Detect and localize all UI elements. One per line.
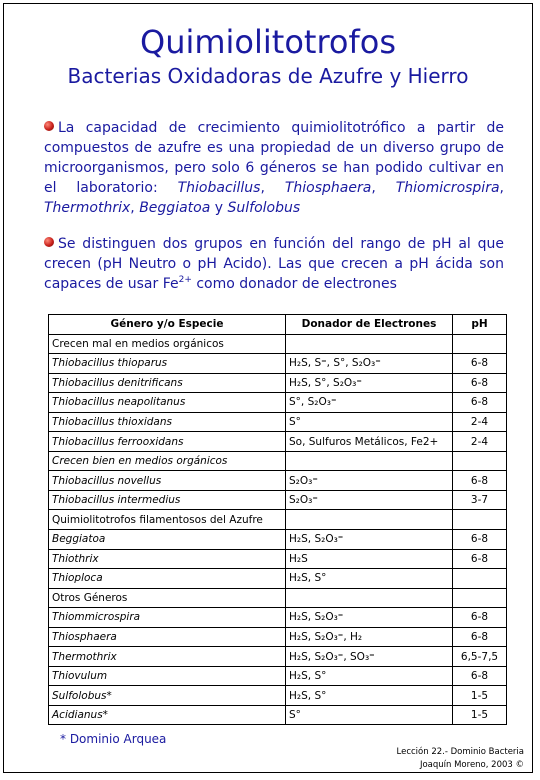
ph-range: [453, 569, 507, 589]
ph-range: 6-8: [453, 354, 507, 374]
electron-donor: S₂O₃⁼: [286, 490, 453, 510]
separator: ,: [499, 180, 504, 196]
ph-range: 6-8: [453, 373, 507, 393]
table-row: [49, 393, 507, 413]
empty-cell: [286, 510, 453, 530]
red-bullet-icon: [44, 121, 54, 131]
table-row: [49, 666, 507, 686]
empty-cell: [453, 334, 507, 354]
ph-range: 6,5-7,5: [453, 647, 507, 667]
table-body: [49, 334, 507, 725]
electron-donor: H₂S, S°: [286, 666, 453, 686]
ph-range: 2-4: [453, 432, 507, 452]
ph-range: 6-8: [453, 627, 507, 647]
group-label: Quimiolitotrofos filamentosos del Azufre: [49, 510, 286, 530]
table-row: [49, 432, 507, 452]
table-row: [49, 705, 507, 725]
separator: ,: [260, 180, 285, 196]
page-title: Quimiolitotrofos: [140, 23, 396, 61]
species-name: Thiothrix: [49, 549, 286, 569]
electron-donor-table: [48, 314, 507, 725]
table-row: [49, 412, 507, 432]
electron-donor: H₂S, S₂O₃⁼: [286, 608, 453, 628]
table-row: [49, 490, 507, 510]
ph-range: 6-8: [453, 549, 507, 569]
ph-range: 3-7: [453, 490, 507, 510]
species-name: Thiobacillus neapolitanus: [49, 393, 286, 413]
empty-cell: [453, 510, 507, 530]
paragraph2-text: Se distinguen dos grupos en función del rango de pH al que crecen (pH Neutro o pH Acido). Las que crecen a pH ácida son capaces de usar Fe: [44, 236, 504, 292]
footnote-archaea: * Dominio Arquea: [60, 732, 167, 746]
table-group-row: [49, 588, 507, 608]
genus-name: Thermothrix: [44, 200, 131, 216]
genus-name: Thiosphaera: [284, 180, 372, 196]
superscript: 2+: [178, 275, 192, 285]
group-label: Crecen bien en medios orgánicos: [49, 451, 286, 471]
table-row: [49, 373, 507, 393]
slide-page: [3, 3, 533, 773]
table-row: [49, 647, 507, 667]
red-bullet-icon: [44, 237, 54, 247]
ph-range: 6-8: [453, 530, 507, 550]
electron-donor: H₂S, S°: [286, 686, 453, 706]
ph-range: 6-8: [453, 393, 507, 413]
paragraph-growth-capacity: [44, 118, 504, 218]
electron-donor: H₂S, S°: [286, 569, 453, 589]
table-row: [49, 530, 507, 550]
ph-range: 6-8: [453, 608, 507, 628]
separator: ,: [130, 200, 140, 216]
genus-name: Sulfolobus: [227, 200, 301, 216]
table-group-row: [49, 334, 507, 354]
paragraph1-text: La capacidad de crecimiento quimiolitotrófico a partir de compuestos de azufre es una propiedad de un diverso grupo de microorganismos, pero solo 6 géneros se han podido cultivar en el laboratorio:: [44, 120, 504, 196]
empty-cell: [453, 451, 507, 471]
separator: y: [210, 200, 228, 216]
empty-cell: [453, 588, 507, 608]
ph-range: 6-8: [453, 666, 507, 686]
paragraph-ph-groups: [44, 234, 504, 294]
genus-name: Thiomicrospira: [395, 180, 500, 196]
table-group-row: [49, 451, 507, 471]
electron-donor: So, Sulfuros Metálicos, Fe2+: [286, 432, 453, 452]
table-row: [49, 686, 507, 706]
ph-range: 6-8: [453, 471, 507, 491]
species-name: Acidianus*: [49, 705, 286, 725]
table-row: [49, 627, 507, 647]
table-row: [49, 608, 507, 628]
paragraph2-text-after: como donador de electrones: [191, 276, 397, 292]
electron-donor: S°: [286, 412, 453, 432]
credits-author: Joaquín Moreno, 2003 ©: [419, 760, 524, 770]
electron-donor: H₂S, S₂O₃⁼: [286, 530, 453, 550]
species-name: Beggiatoa: [49, 530, 286, 550]
column-header-donor: Donador de Electrones: [286, 315, 453, 335]
electron-donor: H₂S, S°, S₂O₃⁼: [286, 373, 453, 393]
species-name: Thiobacillus thioparus: [49, 354, 286, 374]
genus-name: Thiobacillus: [177, 180, 261, 196]
electron-donor: H₂S: [286, 549, 453, 569]
table-row: [49, 569, 507, 589]
species-name: Thiobacillus denitrificans: [49, 373, 286, 393]
species-name: Thiobacillus intermedius: [49, 490, 286, 510]
empty-cell: [286, 334, 453, 354]
empty-cell: [286, 451, 453, 471]
table-header-row: [49, 315, 507, 335]
species-name: Sulfolobus*: [49, 686, 286, 706]
table-group-row: [49, 510, 507, 530]
species-name: Thiommicrospira: [49, 608, 286, 628]
genus-name: Beggiatoa: [139, 200, 211, 216]
electron-donor: H₂S, S⁼, S°, S₂O₃⁼: [286, 354, 453, 374]
page-subtitle: Bacterias Oxidadoras de Azufre y Hierro: [67, 64, 469, 88]
ph-range: 2-4: [453, 412, 507, 432]
species-name: Thiovulum: [49, 666, 286, 686]
column-header-genus: Género y/o Especie: [49, 315, 286, 335]
electron-donor: S₂O₃⁼: [286, 471, 453, 491]
separator: ,: [371, 180, 396, 196]
species-name: Thiobacillus novellus: [49, 471, 286, 491]
group-label: Otros Géneros: [49, 588, 286, 608]
species-name: Thioploca: [49, 569, 286, 589]
ph-range: 1-5: [453, 705, 507, 725]
credits-lecture: Lección 22.- Dominio Bacteria: [396, 747, 524, 757]
electron-donor: H₂S, S₂O₃⁼, H₂: [286, 627, 453, 647]
empty-cell: [286, 588, 453, 608]
credits: [397, 746, 524, 772]
electron-donor: S°, S₂O₃⁼: [286, 393, 453, 413]
table-row: [49, 549, 507, 569]
species-name: Thiobacillus ferrooxidans: [49, 432, 286, 452]
table-row: [49, 471, 507, 491]
species-name: Thiosphaera: [49, 627, 286, 647]
ph-range: 1-5: [453, 686, 507, 706]
species-name: Thiobacillus thioxidans: [49, 412, 286, 432]
electron-donor: S°: [286, 705, 453, 725]
column-header-ph: pH: [453, 315, 507, 335]
species-name: Thermothrix: [49, 647, 286, 667]
table-row: [49, 354, 507, 374]
group-label: Crecen mal en medios orgánicos: [49, 334, 286, 354]
electron-donor: H₂S, S₂O₃⁼, SO₃⁼: [286, 647, 453, 667]
